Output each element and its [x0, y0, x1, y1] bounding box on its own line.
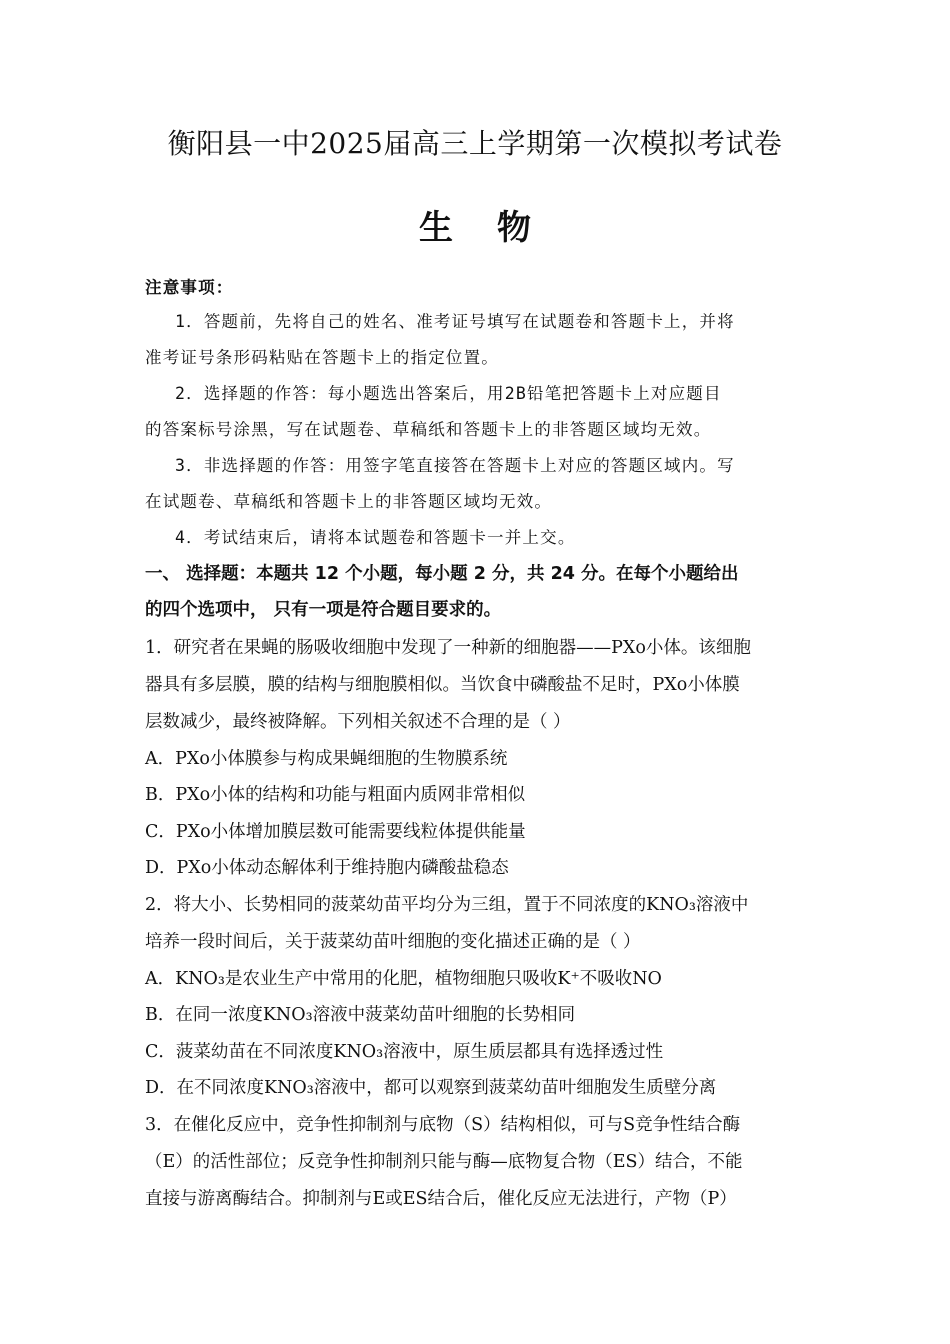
notice-line: 2．选择题的作答：每小题选出答案后，用2B铅笔把答题卡上对应题目 [175, 384, 722, 403]
question-stem-line: 1．研究者在果蝇的肠吸收细胞中发现了一种新的细胞器——PXo小体。该细胞 [145, 638, 751, 658]
notice-line: 准考证号条形码粘贴在答题卡上的指定位置。 [145, 348, 499, 367]
option-a: A．PXo小体膜参与构成果蝇细胞的生物膜系统 [145, 749, 508, 769]
notice-line: 3．非选择题的作答：用签字笔直接答在答题卡上对应的答题区域内。写 [175, 456, 735, 475]
option-d: D．PXo小体动态解体利于维持胞内磷酸盐稳态 [145, 858, 509, 878]
notice-line: 的答案标号涂黑，写在试题卷、草稿纸和答题卡上的非答题区域均无效。 [145, 420, 712, 439]
question-stem-line: 层数减少，最终被降解。下列相关叙述不合理的是（ ） [145, 712, 571, 732]
option-b: B．在同一浓度KNO₃溶液中菠菜幼苗叶细胞的长势相同 [145, 1005, 576, 1025]
notice-line: 4．考试结束后，请将本试题卷和答题卡一并上交。 [175, 528, 576, 547]
question-stem-line: 3．在催化反应中，竞争性抑制剂与底物（S）结构相似，可与S竞争性结合酶 [145, 1115, 741, 1135]
notice-heading: 注意事项： [145, 278, 234, 297]
section-line: 一、 选择题：本题共 12 个小题，每小题 2 分，共 24 分。在每个小题给出 [145, 564, 739, 584]
option-b: B．PXo小体的结构和功能与粗面内质网非常相似 [145, 785, 526, 805]
question-stem-line: （E）的活性部位；反竞争性抑制剂只能与酶—底物复合物（ES）结合，不能 [145, 1152, 743, 1172]
option-c: C．菠菜幼苗在不同浓度KNO₃溶液中，原生质层都具有选择透过性 [145, 1042, 664, 1062]
option-c: C．PXo小体增加膜层数可能需要线粒体提供能量 [145, 822, 526, 842]
option-d: D．在不同浓度KNO₃溶液中，都可以观察到菠菜幼苗叶细胞发生质壁分离 [145, 1078, 717, 1098]
option-a: A．KNO₃是农业生产中常用的化肥，植物细胞只吸收K⁺不吸收NO [145, 969, 662, 989]
subject-title: 生物 [419, 208, 575, 248]
notice-line: 1．答题前，先将自己的姓名、准考证号填写在试题卷和答题卡上，并将 [175, 312, 735, 331]
notice-line: 在试题卷、草稿纸和答题卡上的非答题区域均无效。 [145, 492, 553, 511]
question-stem-line: 直接与游离酶结合。抑制剂与E或ES结合后，催化反应无法进行，产物（P） [145, 1189, 737, 1209]
exam-title: 衡阳县一中2025届高三上学期第一次模拟考试卷 [167, 127, 783, 160]
question-stem-line: 器具有多层膜，膜的结构与细胞膜相似。当饮食中磷酸盐不足时，PXo小体膜 [145, 675, 740, 695]
section-line: 的四个选项中， 只有一项是符合题目要求的。 [145, 600, 502, 620]
question-stem-line: 培养一段时间后，关于菠菜幼苗叶细胞的变化描述正确的是（ ） [145, 932, 641, 952]
question-stem-line: 2．将大小、长势相同的菠菜幼苗平均分为三组，置于不同浓度的KNO₃溶液中 [145, 895, 749, 915]
